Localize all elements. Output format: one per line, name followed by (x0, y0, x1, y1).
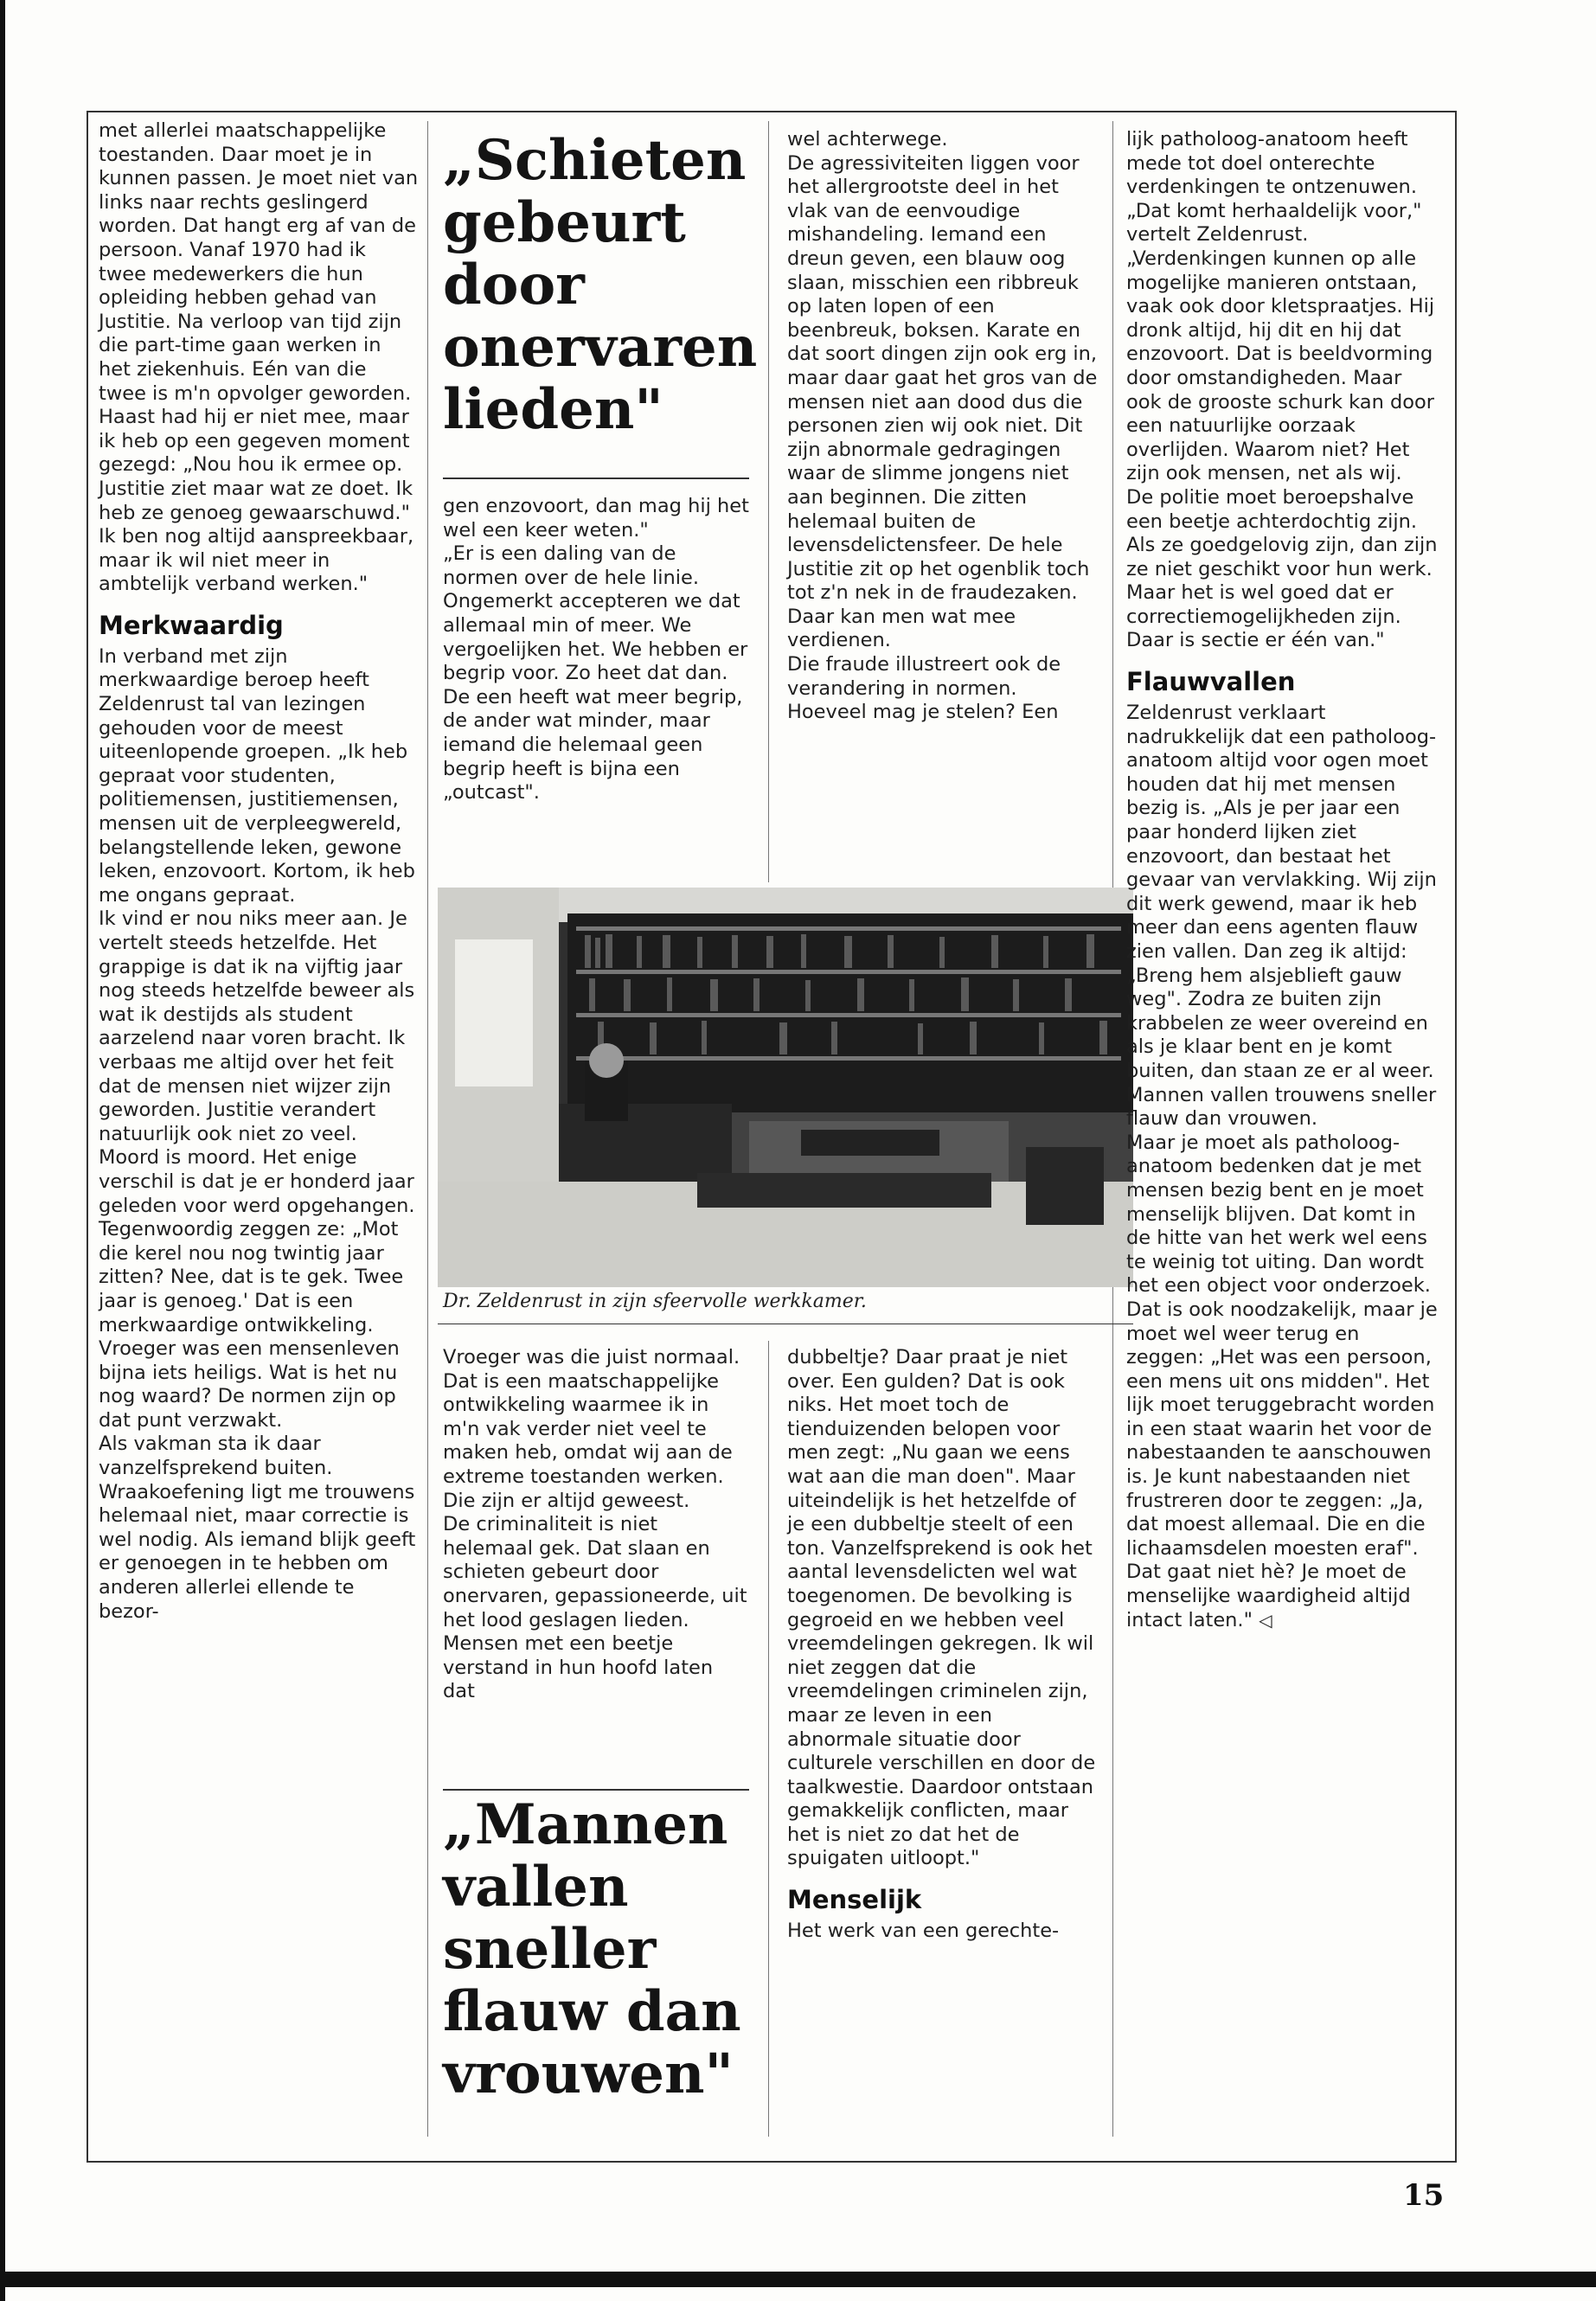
section-heading-menselijk: Menselijk (787, 1885, 922, 1915)
col1-paragraph: Ik vind er nou niks meer aan. Je vertelt steeds hetzelfde. Het grappige is dat ik na vijftig jaar nog steeds hetzelfde beweer als wat ik destijds als student aarzelend naar voren bracht. Ik verbaas me altijd over het feit dat de mensen niet wijzer zijn geworden. Justitie verandert natuurlijk ook niet zo veel. Moord is moord. Het enige verschil is dat je er honderd jaar geleden voor werd opgehangen. Tegenwoordig zeggen ze: „Mot die kerel nou nog twintig jaar zitten? Nee, dat is te gek. Twee jaar is genoeg.' Dat is een merkwaardige ontwikkeling. Vroeger was een mensenleven bijna iets heiligs. Wat is het nu nog waard? De normen zijn op dat punt verzwakt. (99, 907, 415, 1432)
col3-paragraph: dubbeltje? Daar praat je niet over. Een gulden? Dat is ook niks. Het moet toch de tienduizenden belopen voor men zegt: „Nu gaan we eens wat aan die man doen". Maar uiteindelijk is het hetzelfde of je een dubbeltje steelt of een ton. Vanzelfsprekend is ook het aantal levensdelicten wel wat toegenomen. De bevolking is gegroeid en we hebben veel vreemdelingen gekregen. Ik wil niet zeggen dat die vreemdelingen criminelen zijn, maar ze leven in een abnormale situatie door culturele verschillen en door de taalkwestie. Daardoor ontstaan gemakkelijk conflicten, maar het is niet zo dat het de spuigaten uitloopt." (787, 1346, 1096, 1870)
col4-paragraph: lijk patholoog-anatoom heeft mede tot doel onterechte verdenkingen te ontzenuwen. „Dat komt herhaaldelijk voor," vertelt Zeldenrust. „Verdenkingen kunnen op alle mogelijke manieren ontstaan, vaak ook door kletspraatjes. Hij dronk altijd, hij dit en hij dat enzovoort. Dat is beeldvorming door omstandigheden. Maar ook de grooste schurk kan door een natuurlijke oorzaak overlijden. Waarom niet? Het zijn ook mensen, net als wij. (1126, 128, 1435, 485)
col3-paragraph: wel achterwege. (787, 128, 948, 151)
section-heading-merkwaardig: Merkwaardig (99, 610, 284, 640)
scan-edge-left (0, 0, 5, 2301)
scan-edge-bottom (0, 2272, 1596, 2287)
column-2-bottom (443, 1346, 751, 1704)
col2-paragraph: Vroeger was die juist normaal. Dat is een maatschappelijke ontwikkeling waarmee ik in m'n vak verder niet veel te maken heb, omdat wij aan de extreme toestanden werken. Die zijn er altijd geweest. (443, 1346, 740, 1512)
col4-paragraph (1126, 1131, 1443, 1632)
column-divider (768, 1341, 769, 2137)
headline-rule (443, 1789, 749, 1791)
col4-last-text: Maar je moet als patholoog-anatoom bedenken dat je met mensen bezig bent en je moet menselijk blijven. Dat komt in de hitte van het werk wel eens te weinig tot uiting. Dan wordt het een object voor onderzoek. Dat is ook noodzakelijk, maar je moet wel weer terug en zeggen: „Het was een persoon, een mens uit ons midden". Het lijk moet teruggebracht worden in een staat waarin het voor de nabestaanden te aanschouwen is. Je kunt nabestaanden niet frustreren door te zeggen: „Ja, dat moest allemaal. Die en die lichaamsdelen moesten eraf". Dat gaat niet hè? Je moet de menselijke waardigheid altijd intact laten." (1126, 1131, 1438, 1631)
col3-paragraph: Het werk van een gerechte- (787, 1920, 1060, 1943)
headline-rule (443, 478, 749, 479)
bookshelves-illustration (438, 888, 1133, 1287)
column-3-bottom (787, 1346, 1099, 1944)
col3-paragraph: De agressiviteiten liggen voor het allergrootste deel in het vlak van de eenvoudige mishandeling. Iemand een dreun geven, een blauw oog slaan, misschien een ribbreuk op laten lopen of een beenbreuk, boksen. Karate en dat soort dingen zijn ook erg in, maar daar gaat het gros van de mensen niet aan dood dus die personen zien wij ook niet. Dit zijn abnormale gedragingen waar de slimme jongens niet aan beginnen. Die zitten helemaal buiten de levensdelictensfeer. De hele Justitie zit op het ogenblik toch tot z'n nek in de fraudezaken. Daar kan men wat mee verdienen. (787, 151, 1098, 652)
column-1 (99, 119, 419, 1624)
end-of-article-icon: ◁ (1259, 1609, 1272, 1631)
page-number: 15 (1403, 2178, 1445, 2213)
col4-paragraph: De politie moet beroepshalve een beetje achterdochtig zijn. Als ze goedgelovig zijn, dan zijn ze niet geschikt voor hun werk. Maar het is wel goed dat er correctiemogelijkheden zijn. Daar is sectie er één van." (1126, 485, 1438, 652)
col1-paragraph: met allerlei maatschappelijke toestanden. Daar moet je in kunnen passen. Je moet niet van links naar rechts geslingerd worden. Dat hangt erg af van de persoon. Vanaf 1970 had ik twee medewerkers die hun opleiding hebben gehad van Justitie. Na verloop van tijd zijn die part-time gaan werken in het ziekenhuis. Eén van die twee is m'n opvolger geworden. Haast had hij er niet mee, maar ik heb op een gegeven moment gezegd: „Nou hou ik ermee op. Justitie ziet maar wat ze doet. Ik heb ze genoeg gewaarschuwd." Ik ben nog altijd aanspreekbaar, maar ik wil niet meer in ambtelijk verband werken." (99, 119, 419, 596)
headline-mannen: „Mannen vallen sneller flauw dan vrouwen" (443, 1792, 741, 2106)
col1-paragraph: Als vakman sta ik daar vanzelfsprekend buiten. Wraakoefening ligt me trouwens helemaal niet, maar correctie is wel nodig. Als iemand blijk geeft er genoegen in te hebben om anderen allerlei ellende te bezor- (99, 1433, 416, 1623)
col2-paragraph: gen enzovoort, dan mag hij het wel een keer weten." (443, 495, 749, 542)
column-divider (427, 121, 428, 2137)
photo-caption: Dr. Zeldenrust in zijn sfeervolle werkkamer. (443, 1291, 867, 1312)
headline-schieten: „Schieten gebeurt door onervaren lieden" (443, 128, 758, 442)
column-4 (1126, 128, 1443, 1632)
col2-paragraph: De criminaliteit is niet helemaal gek. Dat slaan en schieten gebeurt door onervaren, gepassioneerde, uit het lood geslagen lieden. Mensen met een beetje verstand in hun hoofd laten dat (443, 1513, 747, 1703)
col1-paragraph: In verband met zijn merkwaardige beroep heeft Zeldenrust tal van lezingen gehouden voor de meest uiteenlopende groepen. „Ik heb gepraat voor studenten, politiemensen, justitiemensen, mensen uit de verpleegwereld, belangstellende leken, gewone leken, enzovoort. Kortom, ik heb me ongans gepraat. (99, 644, 415, 907)
col3-paragraph: Die fraude illustreert ook de verandering in normen. Hoeveel mag je stelen? Een (787, 653, 1061, 724)
section-heading-flauwvallen: Flauwvallen (1126, 667, 1296, 697)
column-divider (768, 121, 769, 882)
column-3-top (787, 128, 1099, 725)
col2-paragraph: „Er is een daling van de normen over de hele linie. Ongemerkt accepteren we dat allemaal min of meer. We vergoelijken het. We hebben er begrip voor. Zo heet dat dan. De een heeft wat meer begrip, de ander wat minder, maar iemand die helemaal geen begrip heeft is bijna een „outcast". (443, 542, 748, 804)
column-2-top (443, 495, 751, 805)
col4-paragraph: Zeldenrust verklaart nadrukkelijk dat een patholoog-anatoom altijd voor ogen moet houden dat hij met mensen bezig is. „Als je per jaar een paar honderd lijken ziet enzovoort, dan bestaat het gevaar van vervlakking. Wij zijn dit werk gewend, maar ik heb meer dan eens agenten flauw zien vallen. Dan zeg ik altijd: „Breng hem alsjeblieft gauw weg". Zodra ze buiten zijn krabbelen ze weer overeind en als je klaar bent en je komt buiten, dan staan ze er al weer. Mannen vallen trouwens sneller flauw dan vrouwen. (1126, 702, 1437, 1131)
study-room-photo (438, 888, 1133, 1287)
